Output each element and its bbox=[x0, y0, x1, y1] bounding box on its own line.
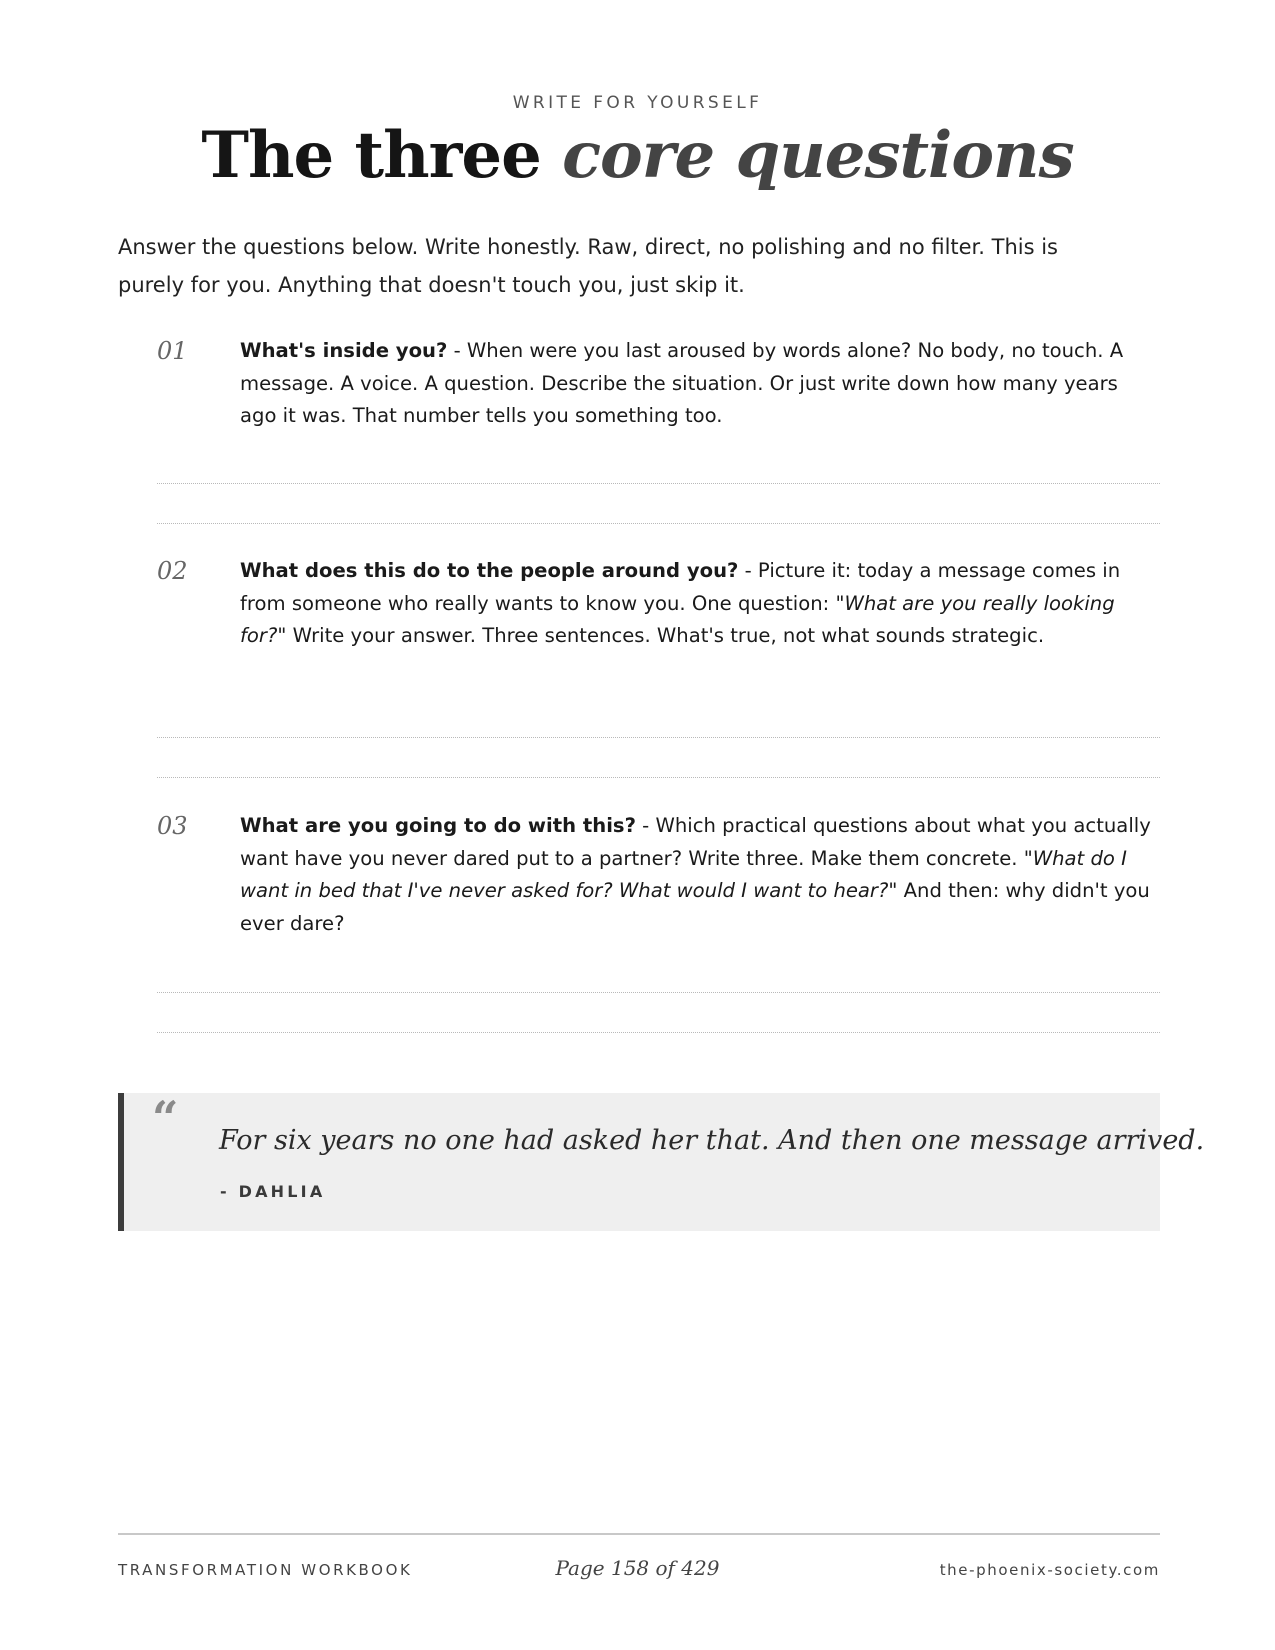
question-body: - Picture it: today a message comes in from someone who really wants to know you. One question: bbox=[240, 559, 1121, 615]
question-body-end: Write your answer. Three sentences. What's true, not what sounds strategic. bbox=[286, 624, 1045, 647]
question-heading: What does this do to the people around you? bbox=[240, 559, 739, 582]
intro-paragraph: Answer the questions below. Write honestly. Raw, direct, no polishing and no filter. This is purely for you. Anything that doesn't touch you, just skip it. bbox=[118, 235, 1058, 297]
question-number: 02 bbox=[157, 557, 188, 585]
question-heading: What's inside you? bbox=[240, 339, 448, 362]
footer-divider bbox=[118, 1533, 1160, 1535]
answer-line[interactable] bbox=[157, 1032, 1160, 1033]
quote-mark-icon: “ bbox=[152, 1091, 179, 1145]
footer-website: the-phoenix-society.com bbox=[939, 1561, 1160, 1579]
question-text bbox=[240, 335, 1160, 433]
answer-line[interactable] bbox=[157, 992, 1160, 993]
question-body: - When were you last aroused by words alone? No body, no touch. A message. A voice. A question. Describe the situation. Or just write down how many years ago it was. That number tells you something too. bbox=[240, 339, 1124, 427]
section-eyebrow: WRITE FOR YOURSELF bbox=[512, 93, 763, 113]
footer-page-number: Page 158 of 429 bbox=[555, 1556, 720, 1580]
answer-line[interactable] bbox=[157, 483, 1160, 484]
quote-author: - DAHLIA bbox=[220, 1182, 326, 1201]
question-italic: "What are you really looking for?" bbox=[240, 591, 1115, 647]
title-accent: core questions bbox=[562, 118, 1074, 193]
question-number: 03 bbox=[157, 812, 188, 840]
question-number: 01 bbox=[157, 337, 188, 365]
quote-text: For six years no one had asked her that. And then one message arrived. bbox=[219, 1125, 1205, 1156]
question-body: - Which practical questions about what you actually want have you never dared put to a partner? Write three. Make them concrete. bbox=[240, 814, 1151, 870]
question-text bbox=[240, 555, 1160, 653]
question-body-end: And then: why didn't you ever dare? bbox=[240, 879, 1150, 935]
answer-line[interactable] bbox=[157, 777, 1160, 778]
question-heading: What are you going to do with this? bbox=[240, 814, 636, 837]
pull-quote bbox=[118, 1091, 1205, 1231]
page-title bbox=[0, 118, 1275, 193]
question-italic: "What do I want in bed that I've never asked for? What would I want to hear?" bbox=[240, 846, 1127, 902]
title-main: The three bbox=[201, 118, 541, 193]
answer-line[interactable] bbox=[157, 523, 1160, 524]
footer-book-title: TRANSFORMATION WORKBOOK bbox=[118, 1561, 413, 1579]
question-text bbox=[240, 810, 1160, 940]
answer-line[interactable] bbox=[157, 737, 1160, 738]
